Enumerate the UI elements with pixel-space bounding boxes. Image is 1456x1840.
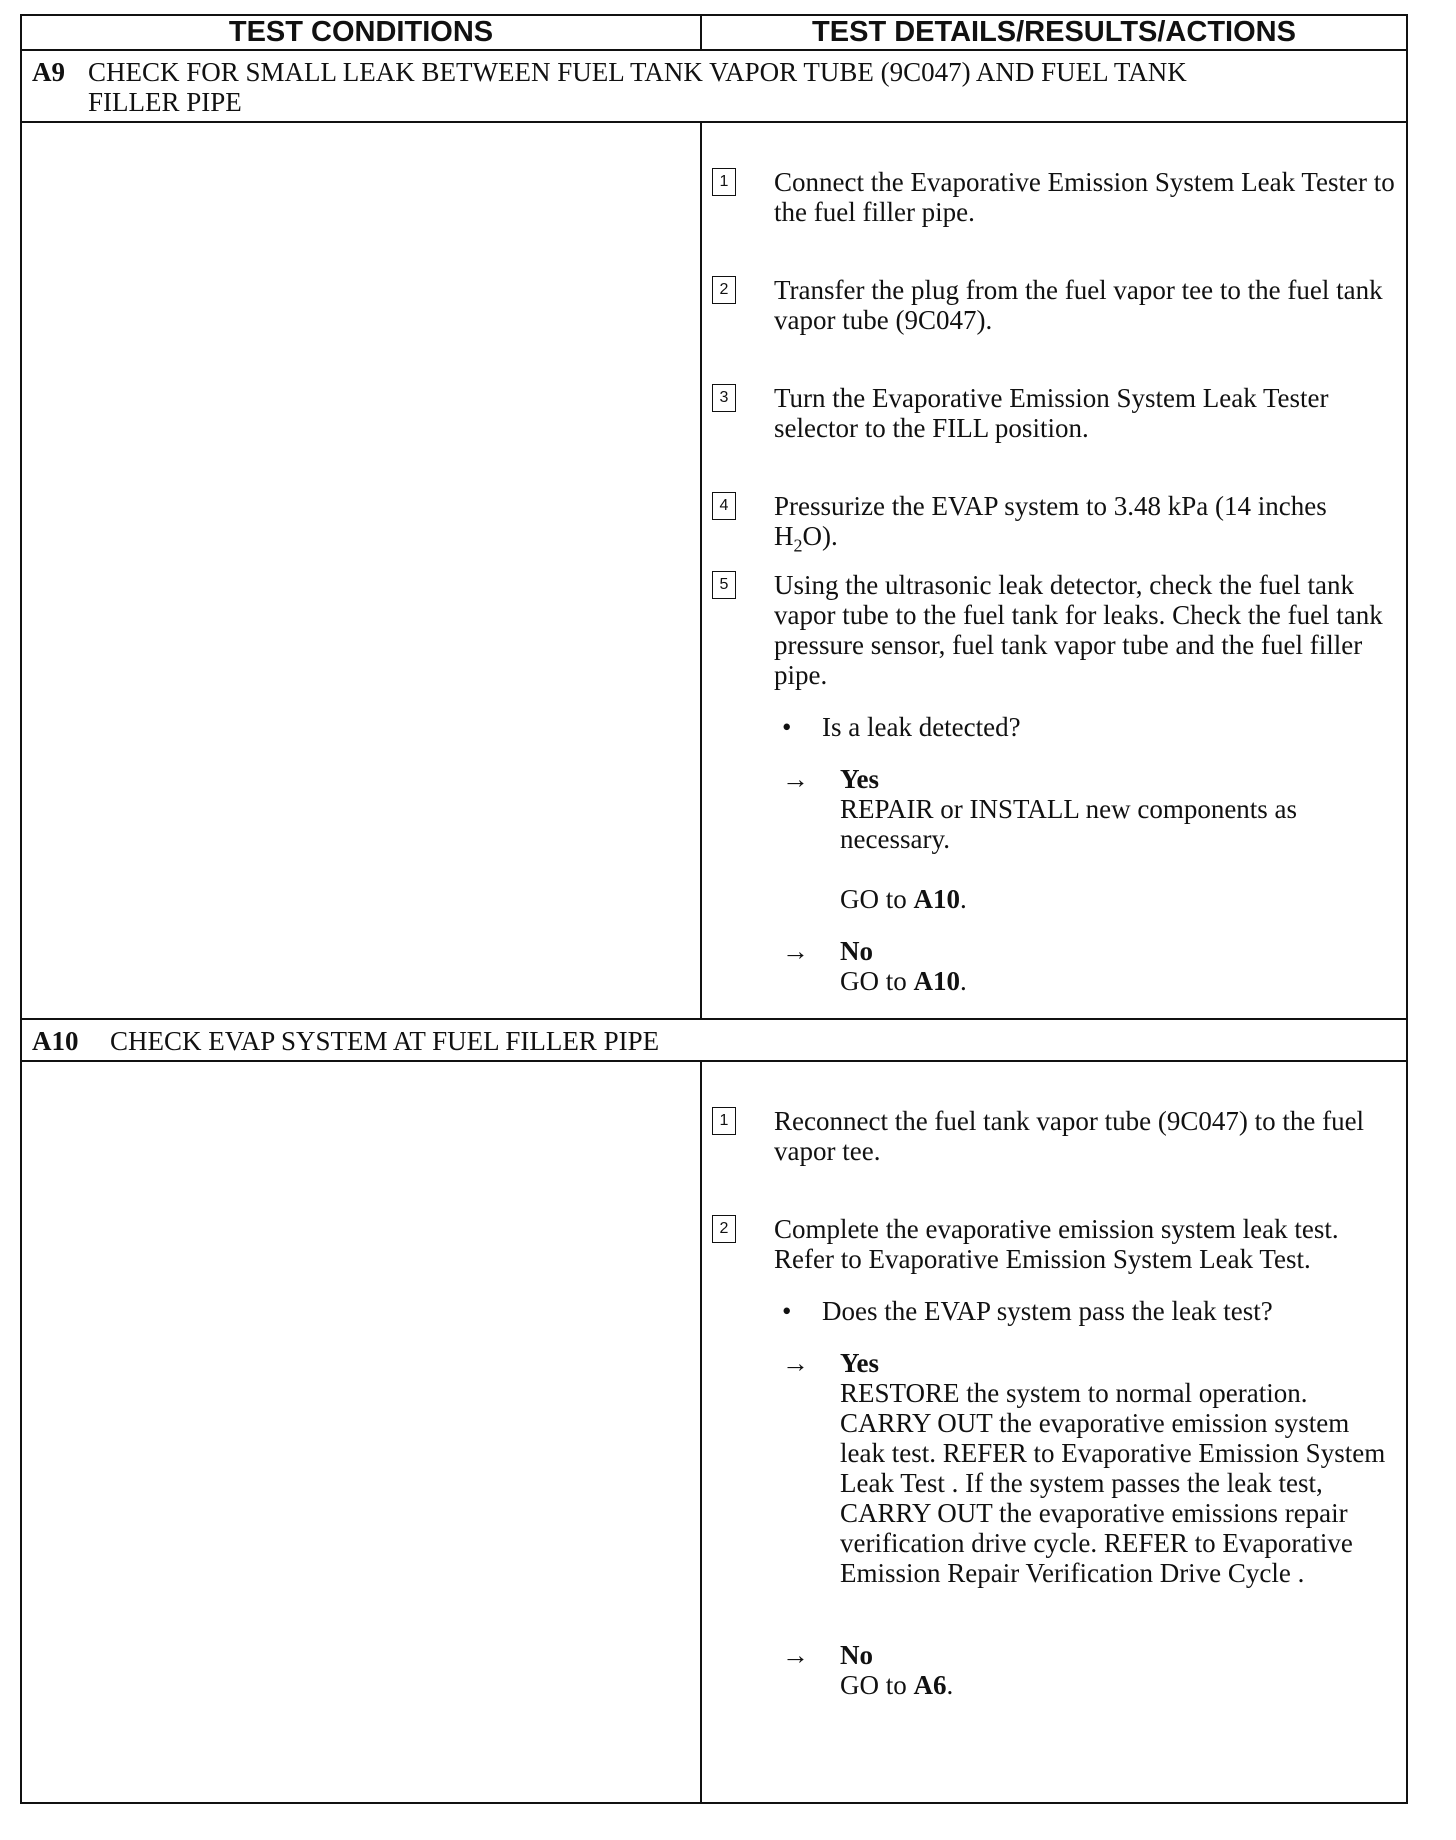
step-text: Transfer the plug from the fuel vapor tee to the fuel tank vapor tube (9C047). <box>774 275 1383 335</box>
answer-yes <box>712 764 1396 914</box>
test-conditions-cell <box>21 1061 701 1803</box>
answer-text: RESTORE the system to normal operation. CARRY OUT the evaporative emission system leak test. REFER to Evaporative Emission System Leak Test . If the system passes the leak test, CARRY OUT the evaporative emissions repair verification drive cycle. REFER to Evaporative Emission Repair Verification Drive Cycle . <box>840 1378 1386 1588</box>
answer-no <box>712 936 1396 996</box>
header-test-conditions: TEST CONDITIONS <box>21 15 701 50</box>
step-item <box>712 275 1396 335</box>
answer-no <box>712 1640 1396 1700</box>
step-text: Pressurize the EVAP system to 3.48 kPa (14 inches $H_2O$). <box>774 491 1327 556</box>
step-number-box: 2 <box>712 1215 736 1243</box>
diagnostic-table <box>20 14 1408 1804</box>
test-details-cell <box>701 122 1407 1019</box>
section-title: CHECK EVAP SYSTEM AT FUEL FILLER PIPE <box>110 1026 660 1056</box>
step-text: Reconnect the fuel tank vapor tube (9C047) to the fuel vapor tee. <box>774 1106 1365 1166</box>
bullet-icon: • <box>782 1296 792 1326</box>
question-item <box>712 712 1396 742</box>
arrow-right-icon: → <box>782 1348 809 1378</box>
header-test-details: TEST DETAILS/RESULTS/ACTIONS <box>701 15 1407 50</box>
step-text: Using the ultrasonic leak detector, check the fuel tank vapor tube to the fuel tank for leaks. Check the fuel tank pressure sensor, fuel tank vapor tube and the fuel filler pipe. <box>774 570 1383 691</box>
arrow-right-icon: → <box>782 1640 809 1670</box>
answer-text: REPAIR or INSTALL new components as necessary. <box>840 794 1298 855</box>
test-conditions-cell <box>21 122 701 1019</box>
step-number-box: 4 <box>712 492 736 520</box>
test-details-cell <box>701 1061 1407 1803</box>
step-number-box: 1 <box>712 168 736 196</box>
step-item <box>712 1214 1396 1274</box>
answer-label: Yes <box>840 1348 879 1378</box>
step-number-box: 5 <box>712 571 736 599</box>
question-text: Does the EVAP system pass the leak test? <box>822 1296 1273 1326</box>
answer-label: No <box>840 936 873 967</box>
question-text: Is a leak detected? <box>822 712 1021 743</box>
answer-yes <box>712 1348 1396 1588</box>
arrow-right-icon: → <box>782 764 809 795</box>
step-item <box>712 1106 1396 1166</box>
arrow-right-icon: → <box>782 936 809 967</box>
section-id: A10 <box>32 1026 79 1056</box>
answer-label: No <box>840 1640 873 1670</box>
step-item <box>712 570 1396 690</box>
goto-text: GO to A10. <box>840 884 967 915</box>
step-text: Connect the Evaporative Emission System Leak Tester to the fuel filler pipe. <box>774 167 1395 227</box>
section-id: A9 <box>32 57 65 87</box>
step-text: Complete the evaporative emission system leak test. Refer to Evaporative Emission System Leak Test. <box>774 1214 1339 1274</box>
step-number-box: 1 <box>712 1107 736 1135</box>
step-item <box>712 491 1396 560</box>
section-title: CHECK FOR SMALL LEAK BETWEEN FUEL TANK VAPOR TUBE (9C047) AND FUEL TANK FILLER PIPE <box>88 57 1187 117</box>
step-item <box>712 383 1396 443</box>
step-text: Turn the Evaporative Emission System Leak Tester selector to the FILL position. <box>774 383 1329 443</box>
step-item <box>712 167 1396 227</box>
step-number-box: 3 <box>712 384 736 412</box>
table-header-row <box>21 15 1407 50</box>
section-a9-header <box>21 50 1407 122</box>
section-a9-body <box>21 122 1407 1019</box>
goto-text: GO to A6. <box>840 1670 954 1700</box>
goto-text: GO to A10. <box>840 966 967 997</box>
bullet-icon: • <box>782 712 792 743</box>
answer-label: Yes <box>840 764 879 795</box>
step-number-box: 2 <box>712 276 736 304</box>
section-a10-body <box>21 1061 1407 1803</box>
question-item <box>712 1296 1396 1326</box>
diagnostic-table-page <box>20 14 1408 1804</box>
section-a10-header <box>21 1019 1407 1061</box>
